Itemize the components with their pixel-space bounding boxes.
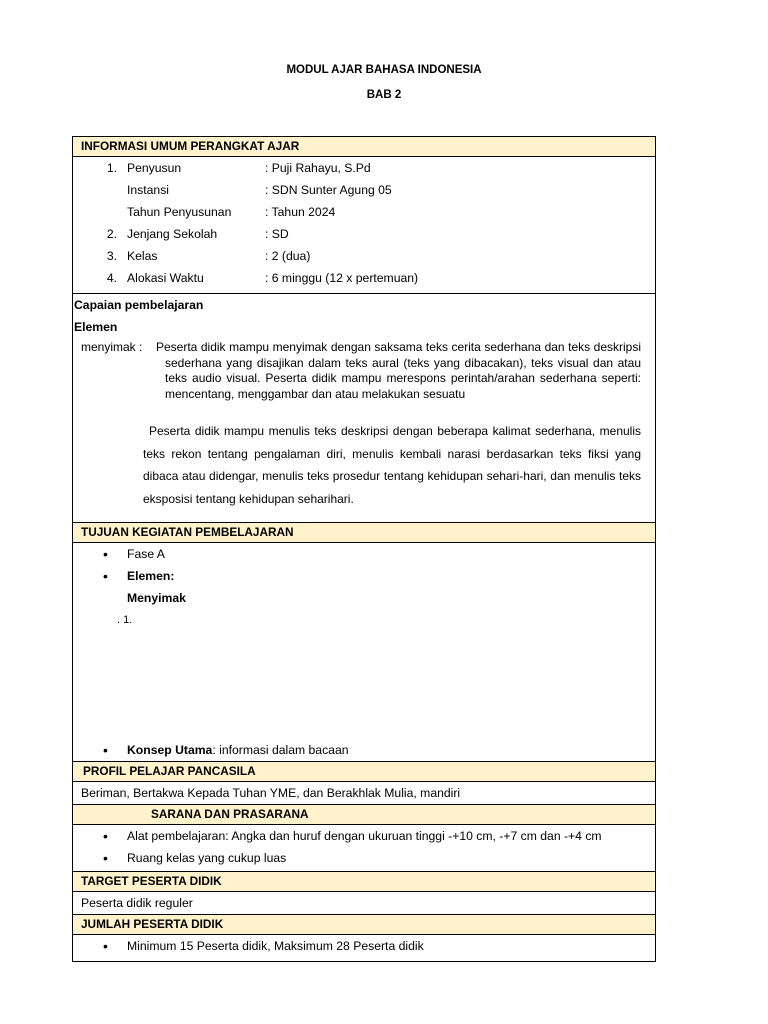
info-row-alokasi [73, 267, 655, 289]
profil-header-row [73, 762, 656, 782]
info-row-label: Tahun Penyusunan [127, 205, 232, 219]
sarana-item-text: Alat pembelajaran: Angka dan huruf dengan ukuruan tinggi -+10 cm, -+7 cm dan -+4 cm [127, 829, 602, 843]
jumlah-text: Minimum 15 Peserta didik, Maksimum 28 Peserta didik [127, 939, 424, 953]
info-row-number: 3. [106, 249, 117, 263]
konsep-line [127, 739, 349, 761]
menyimak-item [73, 587, 655, 609]
info-row-kelas [73, 245, 655, 267]
profil-header: PROFIL PELAJAR PANCASILA [83, 764, 256, 778]
menyimak-tag: menyimak : [81, 340, 143, 354]
document-title: MODUL AJAR BAHASA INDONESIA [286, 64, 482, 76]
tujuan-header-row [73, 523, 656, 543]
info-row-label: Kelas [127, 249, 158, 263]
document-subtitle: BAB 2 [366, 89, 402, 101]
target-header-row [73, 872, 656, 892]
capaian-menyimak [81, 340, 641, 402]
jumlah-header-row [73, 915, 656, 935]
info-row-value: : 2 (dua) [265, 249, 311, 263]
info-row-instansi [73, 179, 655, 201]
tujuan-section [73, 543, 656, 762]
info-row-value: : 6 minggu (12 x pertemuan) [265, 271, 419, 285]
konsep-label: Konsep Utama [127, 743, 213, 757]
jumlah-section [73, 935, 656, 962]
capaian-title: Capaian pembelajaran [74, 298, 204, 312]
info-row-number: 2. [106, 227, 117, 241]
module-table [72, 136, 656, 962]
menyimak-paragraph: Peserta didik mampu menyimak dengan saksama teks cerita sederhana dan teks deskripsi sederhana yang disajikan dalam teks aural (teks yang dibacakan), teks visual dan atau teks audio visual. Peserta didik mampu merespons perintah/arahan sederhana seperti: mencentang, menggambar dan atau melakukan sesuatu [156, 340, 641, 401]
info-row-value: : Tahun 2024 [265, 205, 336, 219]
bullet-icon: • [103, 742, 108, 758]
info-header: INFORMASI UMUM PERANGKAT AJAR [81, 139, 300, 153]
info-row-label: Instansi [127, 183, 170, 197]
konsep-item [73, 739, 655, 761]
list-marker-item [73, 609, 655, 739]
info-row-penyusun [73, 157, 655, 179]
elemen-text: Elemen: [127, 569, 175, 583]
sarana-item-text: Ruang kelas yang cukup luas [127, 851, 287, 865]
menulis-paragraph: Peserta didik mampu menulis teks deskripsi dengan beberapa kalimat sederhana, menulis teks rekon tentang pengalaman diri, menulis kembali narasi berdasarkan teks fiksi yang dibaca atau didengar, menulis teks prosedur tentang kehidupan sehari-hari, dan menulis teks eksposisi tentang kehidupan seharihari. [143, 424, 641, 506]
profil-section [73, 782, 656, 805]
menyimak-text [156, 340, 641, 402]
info-row-label: Alokasi Waktu [127, 271, 204, 285]
info-section [73, 157, 656, 294]
target-text: Peserta didik reguler [81, 896, 193, 910]
info-row-label: Penyusun [127, 161, 182, 175]
bullet-icon: • [103, 828, 108, 844]
bullet-icon: • [103, 568, 108, 584]
info-row-value: : SDN Sunter Agung 05 [265, 183, 392, 197]
elemen-label: Elemen [74, 320, 118, 334]
sarana-header: SARANA DAN PRASARANA [151, 807, 309, 821]
konsep-value: : informasi dalam bacaan [212, 743, 349, 757]
jumlah-item [73, 935, 655, 957]
info-row-number: 1. [106, 161, 117, 175]
sarana-header-row [73, 805, 656, 825]
bullet-icon: • [103, 546, 108, 562]
target-section [73, 892, 656, 915]
target-header: TARGET PESERTA DIDIK [81, 874, 222, 888]
info-header-row [73, 137, 656, 157]
list-marker: . 1. [117, 614, 133, 626]
info-row-number: 4. [106, 271, 117, 285]
jumlah-header: JUMLAH PESERTA DIDIK [81, 917, 224, 931]
profil-text: Beriman, Bertakwa Kepada Tuhan YME, dan Berakhlak Mulia, mandiri [81, 786, 461, 800]
capaian-section [73, 294, 656, 523]
menyimak-text: Menyimak [127, 591, 186, 605]
fase-item [73, 543, 655, 565]
info-row-label: Jenjang Sekolah [127, 227, 218, 241]
sarana-section [73, 825, 656, 872]
sarana-item [73, 825, 655, 847]
info-row-jenjang [73, 223, 655, 245]
bullet-icon: • [103, 938, 108, 954]
tujuan-header: TUJUAN KEGIATAN PEMBELAJARAN [81, 525, 294, 539]
info-row-value: : SD [265, 227, 289, 241]
elemen-item [73, 565, 655, 587]
bullet-icon: • [103, 850, 108, 866]
info-row-value: : Puji Rahayu, S.Pd [265, 161, 371, 175]
info-row-tahun [73, 201, 655, 223]
fase-text: Fase A [127, 547, 165, 561]
sarana-item [73, 847, 655, 869]
